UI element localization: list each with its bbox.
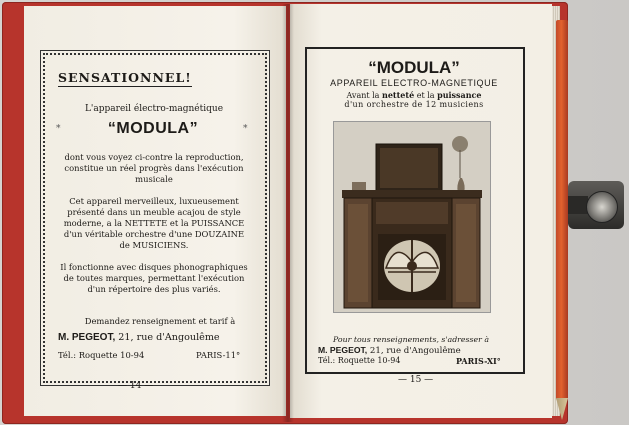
right-dealer-address: 21, rue d'Angoulême	[369, 346, 461, 356]
pencil	[556, 20, 568, 400]
right-city: PARIS-XI°	[456, 356, 501, 366]
clasp-knob	[586, 191, 618, 223]
left-city: PARIS-11°	[196, 350, 241, 360]
clasp-band	[568, 196, 588, 214]
left-intro: L'appareil électro-magnétique	[84, 104, 224, 114]
left-request-line: Demandez renseignement et tarif à	[84, 316, 236, 326]
left-paragraph-3: Il fonctionne avec disques phonographiques de toutes marques, permettant l'exécution d'un répertoire des plus variés.	[60, 262, 248, 294]
right-tagline-bold-2: puissance	[437, 90, 482, 100]
right-page-number: — 15 —	[398, 375, 434, 385]
booklet-spine	[282, 4, 294, 422]
right-tagline-line-2: d'un orchestre de 12 musiciens	[344, 100, 484, 109]
left-dealer-line	[58, 332, 220, 343]
right-footer-info: Pour tous renseignements, s'adresser à	[333, 335, 489, 344]
left-page-number: — 14 —	[118, 381, 154, 391]
right-phone: Tél.: Roquette 10-94	[318, 356, 401, 365]
left-asterisk-1: *	[56, 124, 61, 134]
right-brand-title: “MODULA”	[368, 58, 460, 77]
left-asterisk-2: *	[243, 124, 248, 134]
left-dealer-name: M. PEGEOT,	[58, 332, 116, 343]
right-subtitle: APPAREIL ELECTRO-MAGNETIQUE	[330, 78, 498, 88]
right-dealer-line	[318, 345, 461, 356]
right-dealer-name: M. PEGEOT,	[318, 345, 368, 355]
right-tagline-mid: et la	[416, 91, 435, 100]
left-headline: SENSATIONNEL!	[58, 70, 192, 85]
left-dealer-address: 21, rue d'Angoulême	[118, 332, 220, 343]
left-phone: Tél.: Roquette 10-94	[58, 350, 145, 360]
right-tagline-bold-1: netteté	[382, 90, 415, 100]
right-tagline-pre: Avant la	[346, 91, 380, 100]
left-paragraph-2: Cet appareil merveilleux, luxueusement présenté dans un meuble acajou de style moderne, a la NETTETE et la PUISSANCE d'un véritable orchestre d'une DOUZAINE de MUSICIENS.	[63, 196, 245, 250]
right-tagline	[310, 90, 518, 100]
left-brand-title: “MODULA”	[107, 120, 199, 137]
left-paragraph-1: dont vous voyez ci-contre la reproduction, constitue un réel progrès dans l'exécution musicale	[64, 152, 244, 184]
radio-cabinet-illustration	[334, 122, 490, 312]
radio-cabinet-photo	[333, 121, 491, 313]
